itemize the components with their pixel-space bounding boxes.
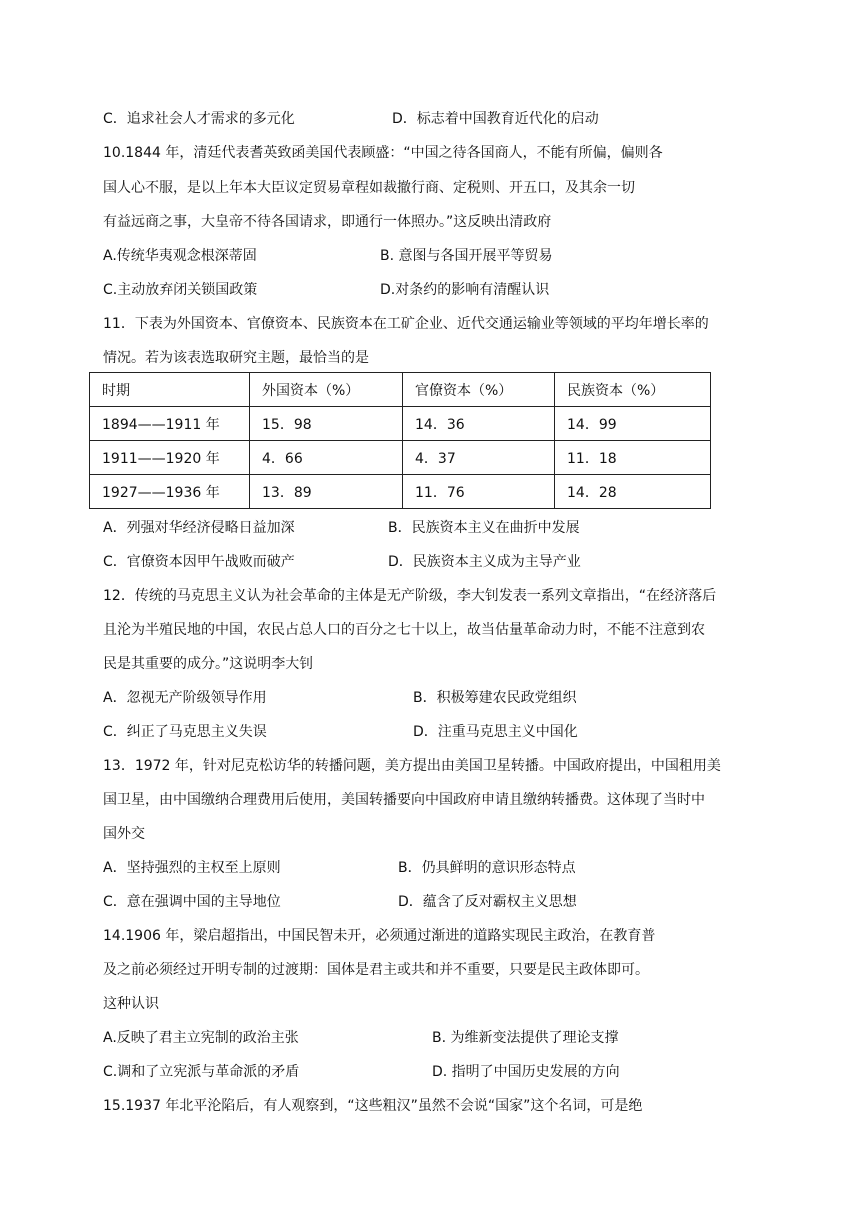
table-cell: 1894——1911 年 (90, 407, 250, 441)
q13-option-b: B．仍具鲜明的意识形态特点 (398, 860, 576, 876)
q12-option-d: D．注重马克思主义中国化 (413, 724, 578, 740)
table-cell: 11．18 (555, 441, 711, 475)
q10-option-b: B. 意图与各国开展平等贸易 (380, 248, 553, 264)
capital-growth-table (89, 372, 711, 509)
q12-option-a: A．忽视无产阶级领导作用 (103, 690, 267, 706)
q12-stem-line-2: 且沦为半殖民地的中国，农民占总人口的百分之七十以上，故当估量革命动力时，不能不注意到农 (103, 622, 705, 638)
table-row (90, 441, 711, 475)
table-header-row (90, 373, 711, 407)
q10-stem-line-2: 国人心不服，是以上年本大臣议定贸易章程如裁撤行商、定税则、开五口，及其余一切 (103, 180, 635, 196)
q14-option-c: C.调和了立宪派与革命派的矛盾 (103, 1064, 300, 1080)
q11-stem-line-1: 11．下表为外国资本、官僚资本、民族资本在工矿企业、近代交通运输业等领域的平均年增长率的 (103, 316, 709, 332)
q12-stem-line-1: 12．传统的马克思主义认为社会革命的主体是无产阶级，李大钊发表一系列文章指出，“在经济落后 (103, 588, 717, 604)
q10-option-a: A.传统华夷观念根深蒂固 (103, 248, 257, 264)
table-cell: 11．76 (403, 475, 555, 509)
table-header-cell: 官僚资本（%） (403, 373, 555, 407)
table-cell: 13．89 (250, 475, 403, 509)
q13-stem-line-2: 国卫星，由中国缴纳合理费用后使用，美国转播要向中国政府申请且缴纳转播费。这体现了当时中 (103, 792, 705, 808)
table-cell: 1911——1920 年 (90, 441, 250, 475)
q14-option-b: B. 为维新变法提供了理论支撑 (432, 1030, 619, 1046)
table-cell: 4．66 (250, 441, 403, 475)
table-row (90, 407, 711, 441)
q14-option-a: A.反映了君主立宪制的政治主张 (103, 1030, 299, 1046)
table-cell: 14．99 (555, 407, 711, 441)
table-cell: 14．36 (403, 407, 555, 441)
q10-option-c: C.主动放弃闭关锁国政策 (103, 282, 258, 298)
table-header-cell: 时期 (90, 373, 250, 407)
q14-stem-line-2: 及之前必须经过开明专制的过渡期：国体是君主或共和并不重要，只要是民主政体即可。 (103, 962, 649, 978)
table-cell: 15．98 (250, 407, 403, 441)
q14-stem-line-1: 14.1906 年，梁启超指出，中国民智未开，必须通过渐进的道路实现民主政治，在教育普 (103, 928, 656, 944)
q14-option-d: D. 指明了中国历史发展的方向 (432, 1064, 620, 1080)
q11-option-c: C．官僚资本因甲午战败而破产 (103, 554, 295, 570)
q11-option-a: A．列强对华经济侵略日益加深 (103, 520, 295, 536)
q15-stem-line-1: 15.1937 年北平沦陷后，有人观察到，“这些粗汉”虽然不会说“国家”这个名词，可是绝 (103, 1098, 643, 1114)
q13-stem-line-1: 13．1972 年，针对尼克松访华的转播问题，美方提出由美国卫星转播。中国政府提出，中国租用美 (103, 758, 721, 774)
table-cell: 4．37 (403, 441, 555, 475)
table-header-cell: 外国资本（%） (250, 373, 403, 407)
q12-option-b: B．积极筹建农民政党组织 (413, 690, 577, 706)
table-header-cell: 民族资本（%） (555, 373, 711, 407)
q13-option-a: A．坚持强烈的主权至上原则 (103, 860, 281, 876)
q11-stem-line-2: 情况。若为该表选取研究主题，最恰当的是 (103, 350, 369, 366)
table-cell: 14．28 (555, 475, 711, 509)
q11-option-d: D．民族资本主义成为主导产业 (388, 554, 581, 570)
q10-option-d: D.对条约的影响有清醒认识 (380, 282, 550, 298)
q14-stem-line-3: 这种认识 (103, 996, 159, 1012)
q11-option-b: B．民族资本主义在曲折中发展 (388, 520, 580, 536)
q13-option-c: C．意在强调中国的主导地位 (103, 894, 281, 910)
q13-option-d: D．蕴含了反对霸权主义思想 (398, 894, 577, 910)
q10-stem-line-1: 10.1844 年，清廷代表耆英致函美国代表顾盛：“中国之待各国商人，不能有所偏，偏则各 (103, 145, 663, 161)
table-row (90, 475, 711, 509)
q9-option-c: C．追求社会人才需求的多元化 (103, 111, 295, 127)
q12-option-c: C．纠正了马克思主义失误 (103, 724, 267, 740)
q13-stem-line-3: 国外交 (103, 826, 145, 842)
q9-option-d: D．标志着中国教育近代化的启动 (392, 111, 599, 127)
q10-stem-line-3: 有益远商之事，大皇帝不待各国请求，即通行一体照办。”这反映出清政府 (103, 214, 552, 230)
q12-stem-line-3: 民是其重要的成分。”这说明李大钊 (103, 656, 314, 672)
table-cell: 1927——1936 年 (90, 475, 250, 509)
